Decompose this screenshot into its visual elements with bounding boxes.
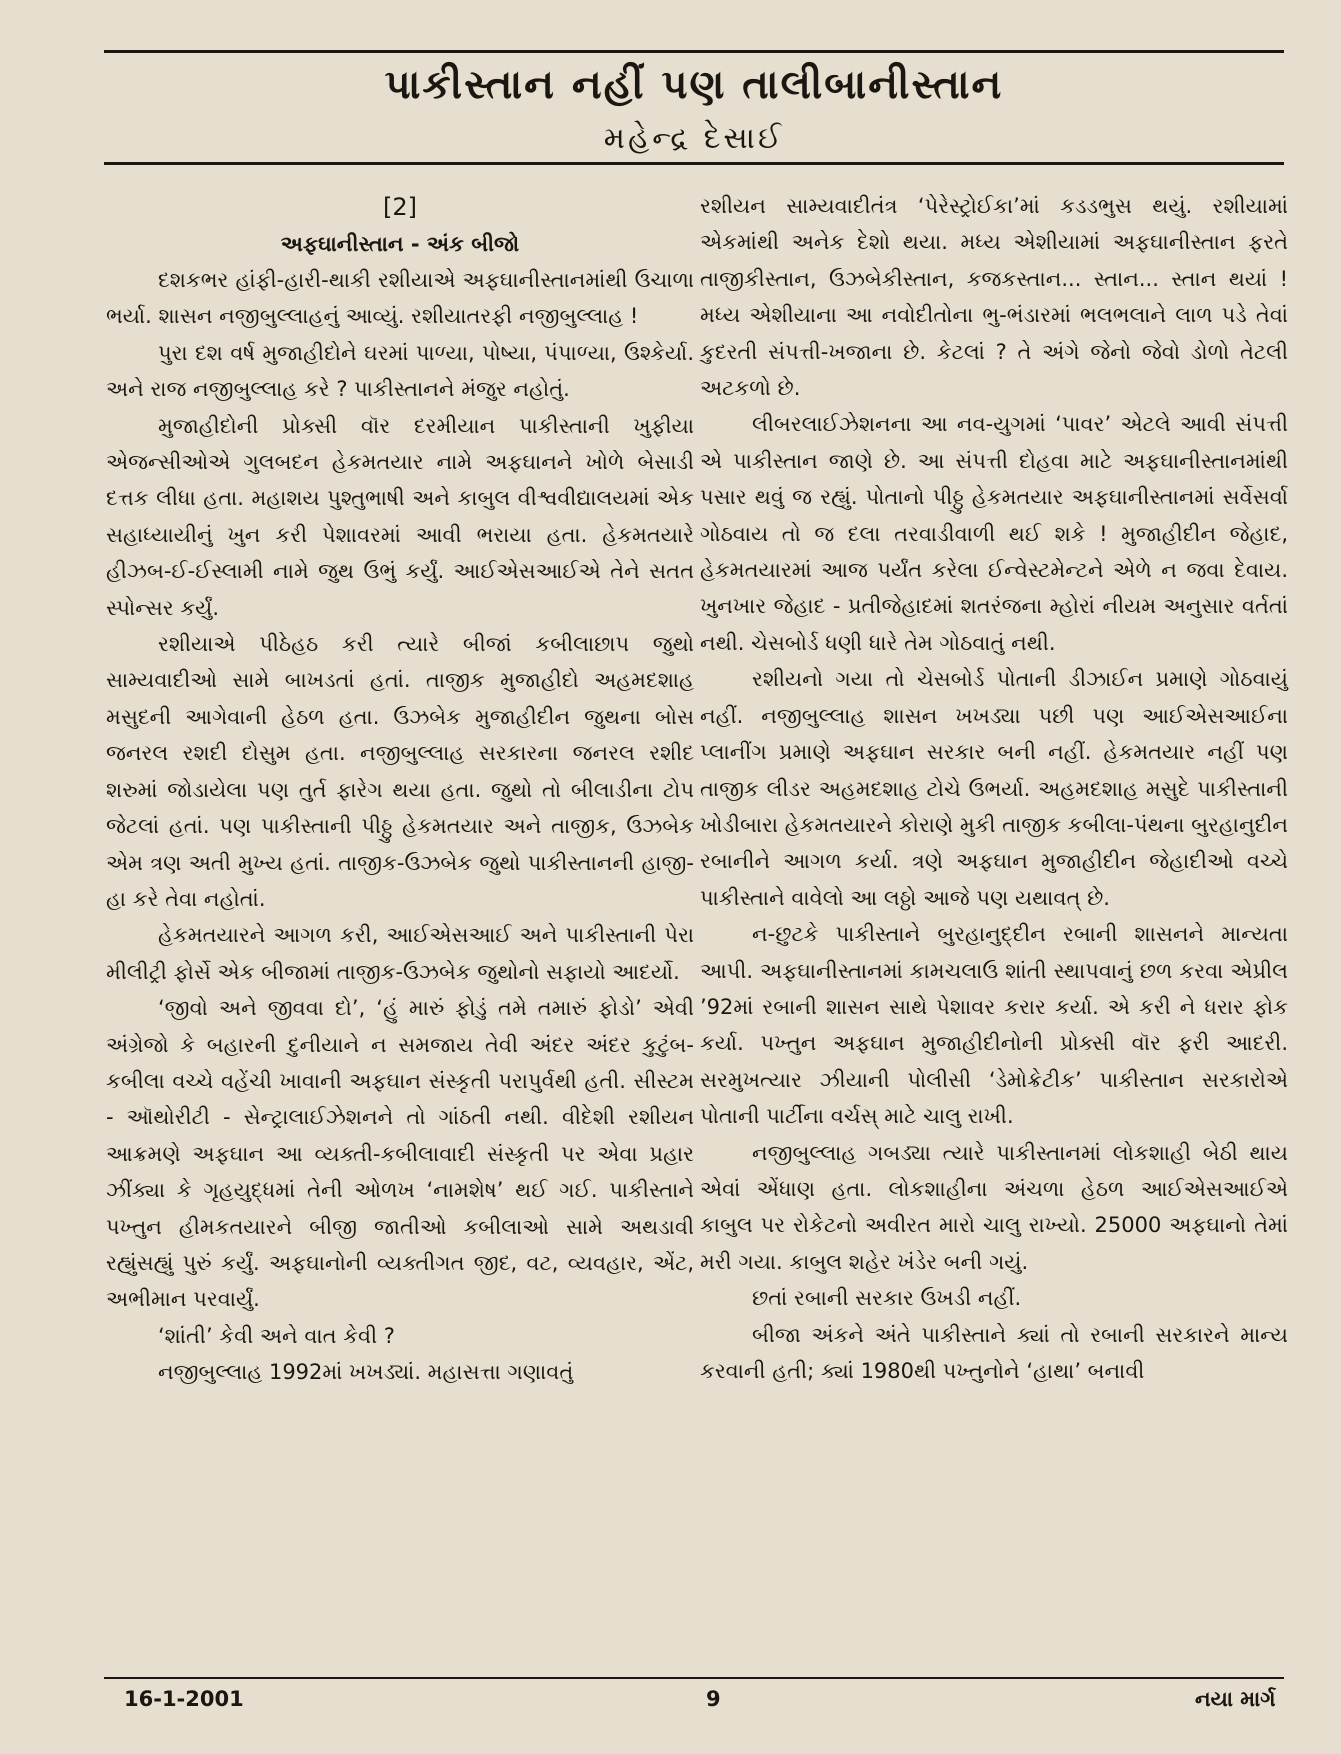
paragraph: દશકભર હાંફી-હારી-થાકી રશીયાએ અફઘાનીસ્તાનમાંથી ઉચાળા ભર્યા. શાસન નજીબુલ્લાહનું આવ્યું. રશીયાતરફી નજીબુલ્લાહ !: [106, 268, 694, 329]
paragraph: ‘શાંતી’ કેવી અને વાત કેવી ?: [158, 1323, 395, 1348]
header-rule: [104, 162, 1284, 165]
page-number: 9: [706, 1687, 721, 1711]
paragraph: રશીયનો ગયા તો ચેસબોર્ડ પોતાની ડીઝાઈન પ્રમાણે ગોઠવાયું નહીં. નજીબુલ્લાહ શાસન ખખડ્યા પછી પણ આઈએસઆઈના પ્લાનીંગ પ્રમાણે અફઘાન સરકાર બની નહીં. હેકમતયાર નહીં પણ તાજીક લીડર અહમદશાહ ટોચે ઉભર્યા. અહમદશાહ મસુદે પાકીસ્તાની ખોડીબારા હેકમતયારને કોરાણે મુકી તાજીક કબીલા-પંથના બુરહાનુદીન રબાનીને આગળ કર્યા. ત્રણે અફઘાન મુજાહીદીન જેહાદીઓ વચ્ચે પાકીસ્તાને વાવેલો આ લઠ્ઠો આજે પણ યથાવત્ છે.: [700, 667, 1288, 910]
issue-date: 16-1-2001: [124, 1687, 244, 1711]
paragraph: હેકમતયારને આગળ કરી, આઈએસઆઈ અને પાકીસ્તાની પેરા મીલીટ્રી ફોર્સે એક બીજામાં તાજીક-ઉઝબેક જુથોનો સફાયો આદર્યો.: [106, 923, 694, 984]
paragraph: નજીબુલ્લાહ 1992માં ખખડ્યાં. મહાસત્તા ગણાવતું: [158, 1360, 574, 1385]
magazine-name: નયા માર્ગ: [1195, 1687, 1276, 1711]
article-title: પાકીસ્તાન નહીં પણ તાલીબાનીસ્તાન: [384, 62, 1004, 108]
paragraph: રશીયાએ પીઠેહઠ કરી ત્યારે બીજાં કબીલાછાપ જુથો સામ્યવાદીઓ સામે બાખડતાં હતાં. તાજીક મુજાહીદો અહમદશાહ મસુદની આગેવાની હેઠળ હતા. ઉઝબેક મુજાહીદીન જુથના બોસ જનરલ રશદી દોસુમ હતા. નજીબુલ્લાહ સરકારના જનરલ રશીદ શરુમાં જોડાયેલા પણ તુર્ત ફારેગ થયા હતા. જુથો તો બીલાડીના ટોપ જેટલાં હતાં. પણ પાકીસ્તાની પીઠ્ઠુ હેકમતયાર અને તાજીક, ઉઝબેક એમ ત્રણ અતી મુખ્ય હતાં. તાજીક-ઉઝબેક જુથો પાકીસ્તાનની હાજી-હા કરે તેવા નહોતાં.: [106, 632, 694, 911]
paragraph: પુરા દશ વર્ષ મુજાહીદોને ઘરમાં પાળ્યા, પોષ્યા, પંપાળ્યા, ઉશ્કેર્યા. અને રાજ નજીબુલ્લાહ કરે ? પાકીસ્તાનને મંજુર નહોતું.: [106, 340, 694, 402]
right-column: [700, 188, 1288, 1389]
top-rule: [104, 50, 1284, 53]
paragraph: નજીબુલ્લાહ ગબડ્યા ત્યારે પાકીસ્તાનમાં લોકશાહી બેઠી થાય એવાં એંધાણ હતા. લોકશાહીના અંચળા હેઠળ આઈએસઆઈએ કાબુલ પર રોકેટનો અવીરત મારો ચાલુ રાખ્યો. 25000 અફઘાનો તેમાં મરી ગયા. કાબુલ શહેર ખંડેર બની ગયું.: [700, 1140, 1288, 1274]
left-column: [106, 188, 694, 1391]
paragraph: લીબરલાઈઝેશનના આ નવ-યુગમાં ‘પાવર’ એટલે આવી સંપત્તી એ પાકીસ્તાન જાણે છે. આ સંપત્તી દોહવા માટે અફઘાનીસ્તાનમાંથી પસાર થવું જ રહ્યું. પોતાનો પીઠ્ઠુ હેકમતયાર અફઘાનીસ્તાનમાં સર્વેસર્વા ગોઠવાય તો જ દલા તરવાડીવાળી થઈ શકે ! મુજાહીદીન જેહાદ, હેકમતયારમાં આજ પર્યંત કરેલા ઈન્વેસ્ટમેન્ટને એળે ન જવા દેવાય. ખુનખાર જેહાદ - પ્રતીજેહાદમાં શતરંજના મ્હોરાં નીયમ અનુસાર વર્તતાં નથી. ચેસબોર્ડ ધણી ધારે તેમ ગોઠવાતું નથી.: [700, 412, 1288, 655]
paragraph: મુજાહીદોની પ્રોક્સી વૉર દરમીયાન પાકીસ્તાની ખુફીયા એજન્સીઓએ ગુલબદન હેકમતયાર નામે અફઘાનને ખોળે બેસાડી દત્તક લીધા હતા. મહાશય પુશ્તુભાષી અને કાબુલ વીશ્વવીદ્યાલયમાં એક સહાધ્યાયીનું ખુન કરી પેશાવરમાં આવી ભરાયા હતા. હેકમતયારે હીઝબ-ઈ-ઈસ્લામી નામે જુથ ઉભું કર્યું. આઈએસઆઈએ તેને સતત સ્પોન્સર કર્યું.: [106, 413, 694, 620]
article-author: મહેન્દ્ર દેસાઈ: [603, 121, 785, 156]
paragraph: ‘જીવો અને જીવવા દો’, ‘હું મારું ફોડું તમે તમારું ફોડો’ એવી અંગ્રેજો કે બહારની દુનીયાને ન સમજાય તેવી અંદર અંદર કુટુંબ-કબીલા વચ્ચે વહેંચી ખાવાની અફઘાન સંસ્કૃતી પરાપુર્વથી હતી. સીસ્ટમ - ઑથોરીટી - સેન્ટ્રાલાઈઝેશનને તો ગાંઠતી નથી. વીદેશી રશીયન આક્રમણે અફઘાન આ વ્યક્તી-કબીલાવાદી સંસ્કૃતી પર એવા પ્રહાર ઝીંક્યા કે ગૃહયુદ્ધમાં તેની ઓળખ ‘નામશેષ’ થઈ ગઈ. પાકીસ્તાને પખ્તુન હીમકતયારને બીજી જાતીઓ કબીલાઓ સામે અથડાવી રહ્યુંસહ્યું પુરું કર્યું. અફઘાનોની વ્યક્તીગત જીદ, વટ, વ્યવહાર, એંટ, અભીમાન પરવાર્યું.: [106, 996, 694, 1312]
section-subtitle: અફઘાનીસ્તાન - અંક બીજો: [280, 232, 520, 256]
footer-rule: [104, 1677, 1284, 1679]
paragraph: બીજા અંકને અંતે પાકીસ્તાને ક્યાં તો રબાની સરકારને માન્ય કરવાની હતી; ક્યાં 1980થી પખ્તુનોને ‘હાથા’ બનાવી: [700, 1322, 1288, 1383]
paragraph: છતાં રબાની સરકાર ઉખડી નહીં.: [752, 1286, 1022, 1311]
part-number: [2]: [383, 193, 417, 221]
paragraph: રશીયન સામ્યવાદીતંત્ર ‘પેરેસ્ટ્રોઈકા’માં કડડભુસ થયું. રશીયામાં એકમાંથી અનેક દેશો થયા. મધ્ય એશીયામાં અફઘાનીસ્તાન ફરતે તાજીકીસ્તાન, ઉઝબેકીસ્તાન, કજકસ્તાન... સ્તાન... સ્તાન થયાં ! મધ્ય એશીયાના આ નવોદીતોના ભુ-ભંડારમાં ભલભલાને લાળ પડે તેવાં કુદરતી સંપત્તી-ખજાના છે. કેટલાં ? તે અંગે જેનો જેવો ડોળો તેટલી અટકળો છે.: [700, 194, 1288, 401]
paragraph: ન-છુટકે પાકીસ્તાને બુરહાનુદ્દીન રબાની શાસનને માન્યતા આપી. અફઘાનીસ્તાનમાં કામચલાઉ શાંતી સ્થાપવાનું છળ કરવા એપ્રીલ ’92માં રબાની શાસન સાથે પેશાવર કરાર કર્યા. એ કરી ને ધરાર ફોક કર્યા. પખ્તુન અફઘાન મુજાહીદીનોની પ્રોક્સી વૉર ફરી આદરી. સરમુખત્યાર ઝીયાની પોલીસી ‘ડેમોક્રેટીક’ પાકીસ્તાન સરકારોએ પોતાની પાર્ટીના વર્ચસ્ માટે ચાલુ રાખી.: [700, 922, 1288, 1129]
